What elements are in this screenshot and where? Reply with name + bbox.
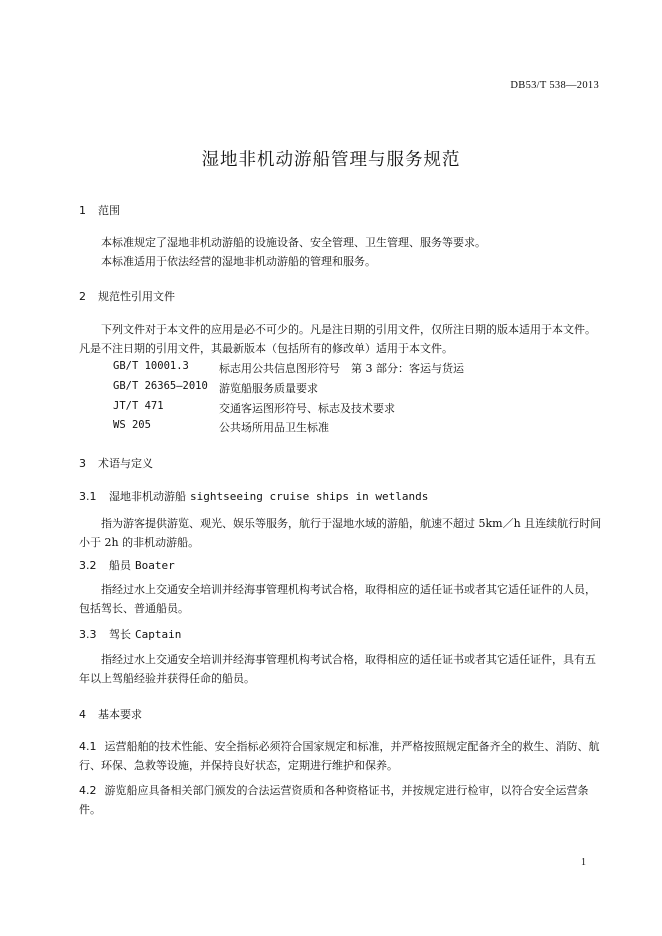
term-3-1-heading	[79, 488, 428, 504]
clause-text: 运营船舶的技术性能、安全指标必须符合国家规定和标准，并严格按照规定配备齐全的救生、消防、航行、环保、急救等设施，并保持良好状态，定期进行维护和保养。	[79, 740, 600, 772]
section-2-heading	[79, 288, 175, 304]
clause-4-1	[79, 737, 602, 775]
term-definition: 指经过水上交通安全培训并经海事管理机构考试合格，取得相应的适任证书或者其它适任证件，具有五年以上驾船经验并获得任命的船员。	[79, 653, 596, 685]
section-number: 1	[79, 204, 86, 217]
section-title: 术语与定义	[98, 457, 153, 470]
section-number: 3	[79, 457, 86, 470]
paragraph: 本标准规定了湿地非机动游船的设施设备、安全管理、卫生管理、服务等要求。	[101, 236, 486, 249]
reference-code: JT/T 471	[113, 400, 164, 412]
term-english: Captain	[135, 628, 182, 641]
document-id: DB53/T 538—2013	[510, 80, 599, 91]
section-3-heading	[79, 455, 153, 471]
paragraph: 本标准适用于依法经营的湿地非机动游船的管理和服务。	[101, 255, 376, 268]
term-number: 3.3	[79, 628, 97, 641]
page-title: 湿地非机动游船管理与服务规范	[201, 150, 461, 170]
term-definition: 指为游客提供游览、观光、娱乐等服务，航行于湿地水域的游船，航速不超过 5km／h 且连续航行时间小于 2h 的非机动游船。	[79, 517, 602, 549]
clause-4-2	[79, 781, 602, 819]
clause-number: 4.2	[79, 784, 97, 797]
reference-code: GB/T 10001.3	[113, 360, 189, 372]
section-number: 2	[79, 290, 86, 303]
reference-code: WS 205	[113, 419, 151, 431]
page-number: 1	[581, 857, 586, 868]
term-3-3-heading	[79, 626, 181, 642]
term-3-2-heading	[79, 557, 175, 573]
term-number: 3.1	[79, 490, 97, 503]
reference-title: 游览船服务质量要求	[219, 382, 318, 395]
term-english: Boater	[135, 559, 175, 572]
reference-title: 标志用公共信息图形符号 第 3 部分：客运与货运	[219, 362, 464, 375]
reference-code: GB/T 26365—2010	[113, 380, 208, 392]
reference-title: 公共场所用品卫生标准	[219, 421, 329, 434]
term-chinese: 船员	[109, 559, 131, 572]
section-1-heading	[79, 202, 120, 218]
term-number: 3.2	[79, 559, 97, 572]
term-definition: 指经过水上交通安全培训并经海事管理机构考试合格，取得相应的适任证书或者其它适任证件的人员，包括驾长、普通船员。	[79, 583, 596, 615]
section-title: 范围	[98, 204, 120, 217]
reference-title: 交通客运图形符号、标志及技术要求	[219, 402, 395, 415]
term-english: sightseeing cruise ships in wetlands	[190, 490, 429, 503]
section-title: 规范性引用文件	[98, 290, 175, 303]
section-4-heading	[79, 706, 142, 722]
term-chinese: 驾长	[109, 628, 131, 641]
term-chinese: 湿地非机动游船	[109, 490, 186, 503]
clause-text: 游览船应具备相关部门颁发的合法运营资质和各种资格证书，并按规定进行检审，以符合安全运营条件。	[79, 784, 589, 816]
section-title: 基本要求	[98, 708, 142, 721]
section-number: 4	[79, 708, 86, 721]
paragraph: 下列文件对于本文件的应用是必不可少的。凡是注日期的引用文件，仅所注日期的版本适用于本文件。凡是不注日期的引用文件，其最新版本（包括所有的修改单）适用于本文件。	[79, 323, 596, 355]
clause-number: 4.1	[79, 740, 97, 753]
